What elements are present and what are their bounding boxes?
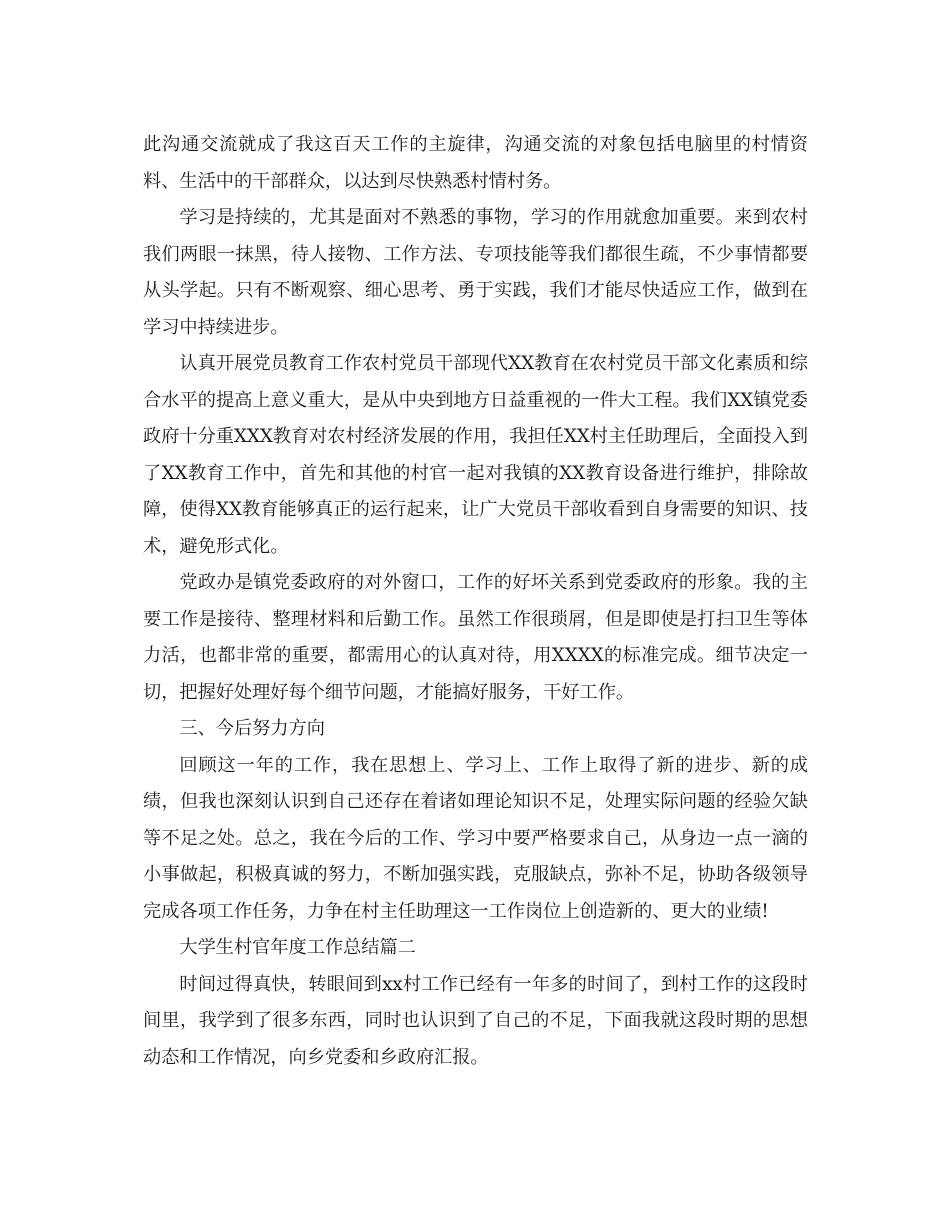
paragraph-6: 时间过得真快，转眼间到xx村工作已经有一年多的时间了，到村工作的这段时间里，我学到了很多东西，同时也认识到了自己的不足，下面我就这段时期的思想动态和工作情况，向乡党委和乡政府汇报。 <box>143 973 808 1068</box>
article-title: 大学生村官年度工作总结篇二 <box>179 937 416 958</box>
paragraph-2: 学习是持续的，尤其是面对不熟悉的事物，学习的作用就愈加重要。来到农村我们两眼一抹黑，待人接物、工作方法、专项技能等我们都很生疏，不少事情都要从头学起。只有不断观察、细心思考、勇于实践，我们才能尽快适应工作，做到在学习中持续进步。 <box>143 207 808 338</box>
document-body <box>143 127 808 1076</box>
paragraph-4: 党政办是镇党委政府的对外窗口，工作的好坏关系到党委政府的形象。我的主要工作是接待、整理材料和后勤工作。虽然工作很琐屑，但是即使是打扫卫生等体力活，也都非常的重要，都需用心的认真对待，用XXXX的标准完成。细节决定一切，把握好处理好每个细节问题，才能搞好服务，干好工作。 <box>143 572 808 703</box>
paragraph-1: 此沟通交流就成了我这百天工作的主旋律，沟通交流的对象包括电脑里的村情资料、生活中的干部群众，以达到尽快熟悉村情村务。 <box>143 134 808 192</box>
paragraph-5: 回顾这一年的工作，我在思想上、学习上、工作上取得了新的进步、新的成绩，但我也深刻认识到自己还存在着诸如理论知识不足，处理实际问题的经验欠缺等不足之处。总之，我在今后的工作、学习中要严格要求自己，从身边一点一滴的小事做起，积极真诚的努力，不断加强实践，克服缺点，弥补不足，协助各级领导完成各项工作任务，力争在村主任助理这一工作岗位上创造新的、更大的业绩! <box>143 754 808 922</box>
paragraph-3: 认真开展党员教育工作农村党员干部现代XX教育在农村党员干部文化素质和综合水平的提高上意义重大，是从中央到地方日益重视的一件大工程。我们XX镇党委政府十分重XXX教育对农村经济发展的作用，我担任XX村主任助理后，全面投入到了XX教育工作中，首先和其他的村官一起对我镇的XX教育设备进行维护，排除故障，使得XX教育能够真正的运行起来，让广大党员干部收看到自身需要的知识、技术，避免形式化。 <box>143 353 808 557</box>
section-heading: 三、今后努力方向 <box>179 718 325 739</box>
